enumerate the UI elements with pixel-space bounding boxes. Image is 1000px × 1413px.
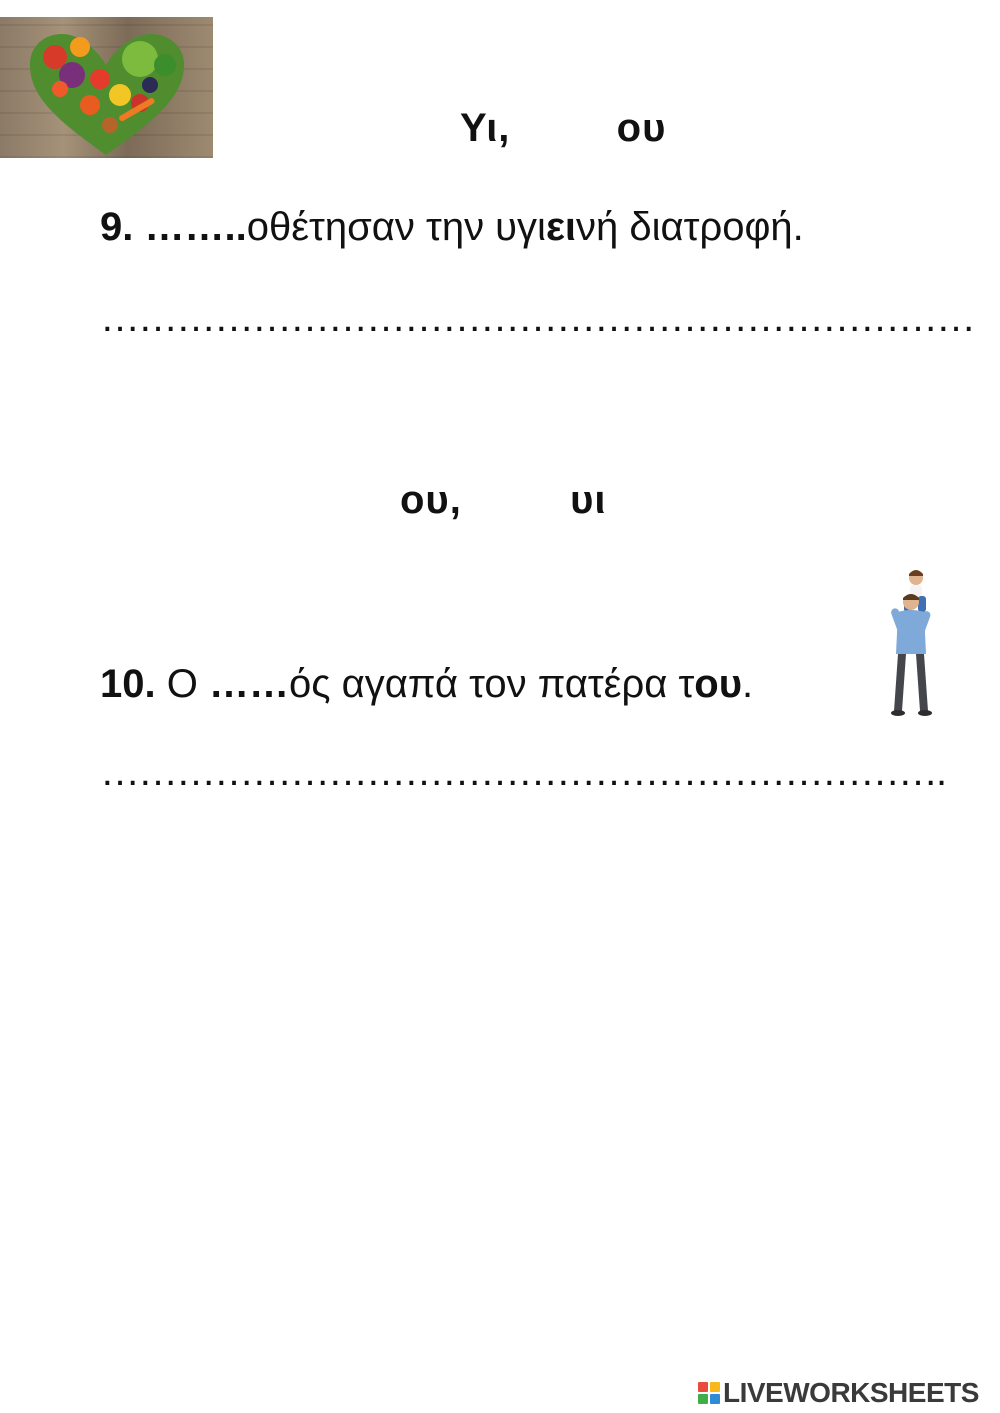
question-text-end: .	[742, 662, 754, 706]
question-blank[interactable]: ……	[208, 662, 289, 706]
option-yi: Υι,	[460, 106, 511, 150]
question-text: οθέτησαν την υγι	[246, 205, 546, 249]
father-child-image	[876, 566, 946, 718]
question-9	[100, 205, 804, 250]
option-ou: ου	[616, 106, 667, 150]
question-text: Ο	[155, 662, 209, 706]
question-text-end: νή διατροφή.	[576, 205, 804, 249]
answer-line-10[interactable]: ………………………………………………………….	[100, 750, 946, 794]
liveworksheets-logo	[698, 1376, 979, 1410]
liveworksheets-mark-icon	[698, 1382, 720, 1404]
option-yi: υι	[570, 478, 607, 522]
question-number: 10.	[100, 662, 156, 706]
question-blank[interactable]: ……..	[144, 205, 247, 249]
brand-name: LIVEWORKSHEETS	[723, 1377, 979, 1408]
highlighted-letters: ει	[545, 205, 577, 249]
question-number: 9.	[100, 205, 134, 249]
letter-options-2	[400, 478, 606, 523]
highlighted-letters: ου	[694, 662, 743, 706]
question-10	[100, 662, 753, 707]
letter-options-1	[460, 106, 666, 151]
question-text-mid: ός αγαπά τον πατέρα τ	[288, 662, 695, 706]
option-ou: ου,	[400, 478, 462, 522]
answer-line-9[interactable]: ……………………………………………………………	[100, 296, 974, 340]
vegetable-heart-image	[0, 17, 213, 158]
